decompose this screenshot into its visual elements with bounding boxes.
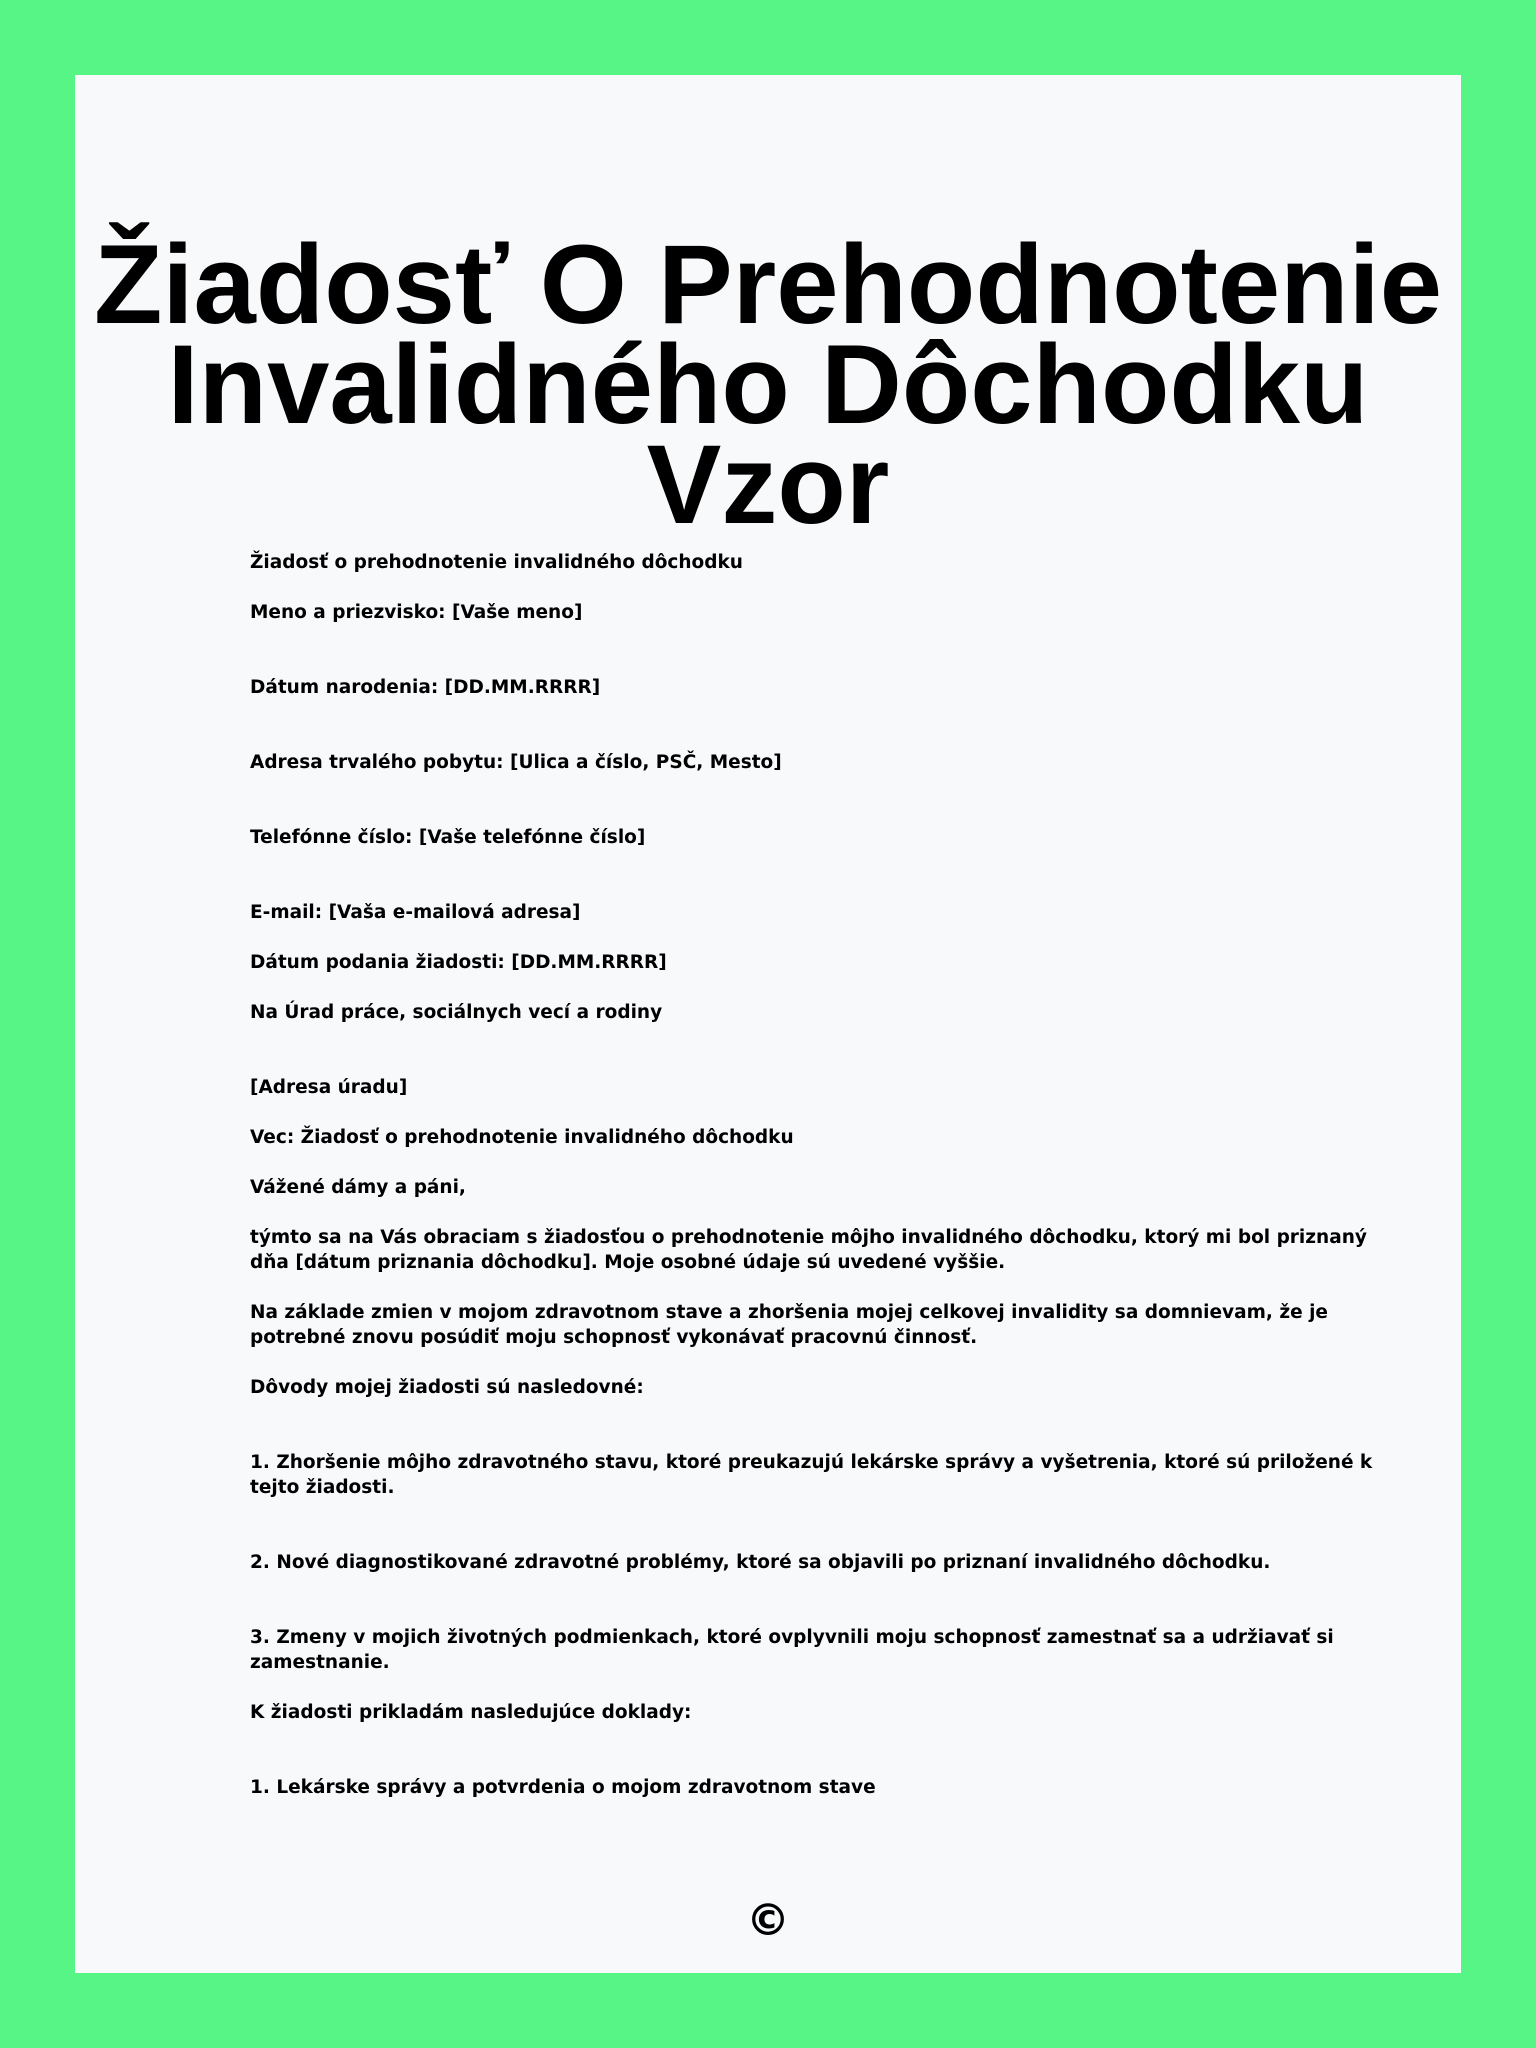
email-field: E-mail: [Vaša e-mailová adresa] <box>250 902 581 923</box>
phone-field: Telefónne číslo: [Vaše telefónne číslo] <box>250 827 646 848</box>
reasons-intro: Dôvody mojej žiadosti sú nasledovné: <box>250 1377 644 1398</box>
reason-1-line-1: 1. Zhoršenie môjho zdravotného stavu, ktoré preukazujú lekárske správy a vyšetrenia, ktoré sú priložené k <box>250 1452 1373 1473</box>
reason-1-line-2: tejto žiadosti. <box>250 1477 395 1498</box>
reason-3-line-1: 3. Zmeny v mojich životných podmienkach, ktoré ovplyvnili moju schopnosť zamestnať sa a udržiavať si <box>250 1627 1334 1648</box>
salutation: Vážené dámy a páni, <box>250 1177 466 1198</box>
address-field: Adresa trvalého pobytu: [Ulica a číslo, PSČ, Mesto] <box>250 752 782 773</box>
subject-line: Vec: Žiadosť o prehodnotenie invalidného dôchodku <box>250 1127 794 1148</box>
letter-heading: Žiadosť o prehodnotenie invalidného dôchodku <box>250 552 743 573</box>
submission-date-field: Dátum podania žiadosti: [DD.MM.RRRR] <box>250 952 667 973</box>
letter-body <box>75 75 1461 1973</box>
paragraph-2-line-1: Na základe zmien v mojom zdravotnom stave a zhoršenia mojej celkovej invalidity sa domnievam, že je <box>250 1302 1328 1323</box>
paragraph-2-line-2: potrebné znovu posúdiť moju schopnosť vykonávať pracovnú činnosť. <box>250 1327 978 1348</box>
recipient-line: Na Úrad práce, sociálnych vecí a rodiny <box>250 1002 663 1023</box>
office-address-line: [Adresa úradu] <box>250 1077 408 1098</box>
attachment-1: 1. Lekárske správy a potvrdenia o mojom zdravotnom stave <box>250 1777 876 1798</box>
reason-2: 2. Nové diagnostikované zdravotné problémy, ktoré sa objavili po priznaní invalidného dôchodku. <box>250 1552 1271 1573</box>
paragraph-1-line-1: týmto sa na Vás obraciam s žiadosťou o prehodnotenie môjho invalidného dôchodku, ktorý mi bol priznaný <box>250 1227 1367 1248</box>
birth-date-field: Dátum narodenia: [DD.MM.RRRR] <box>250 677 601 698</box>
reason-3-line-2: zamestnanie. <box>250 1652 390 1673</box>
title-line-1: Žiadosť O Prehodnotenie <box>94 222 1442 347</box>
document-sheet <box>75 75 1461 1973</box>
paragraph-1-line-2: dňa [dátum priznania dôchodku]. Moje osobné údaje sú uvedené vyššie. <box>250 1252 1006 1273</box>
attachments-intro: K žiadosti prikladám nasledujúce doklady: <box>250 1702 692 1723</box>
name-field: Meno a priezvisko: [Vaše meno] <box>250 602 583 623</box>
title-line-2: Invalidného Dôchodku Vzor <box>167 322 1369 547</box>
copyright-icon: © <box>746 1895 790 1946</box>
